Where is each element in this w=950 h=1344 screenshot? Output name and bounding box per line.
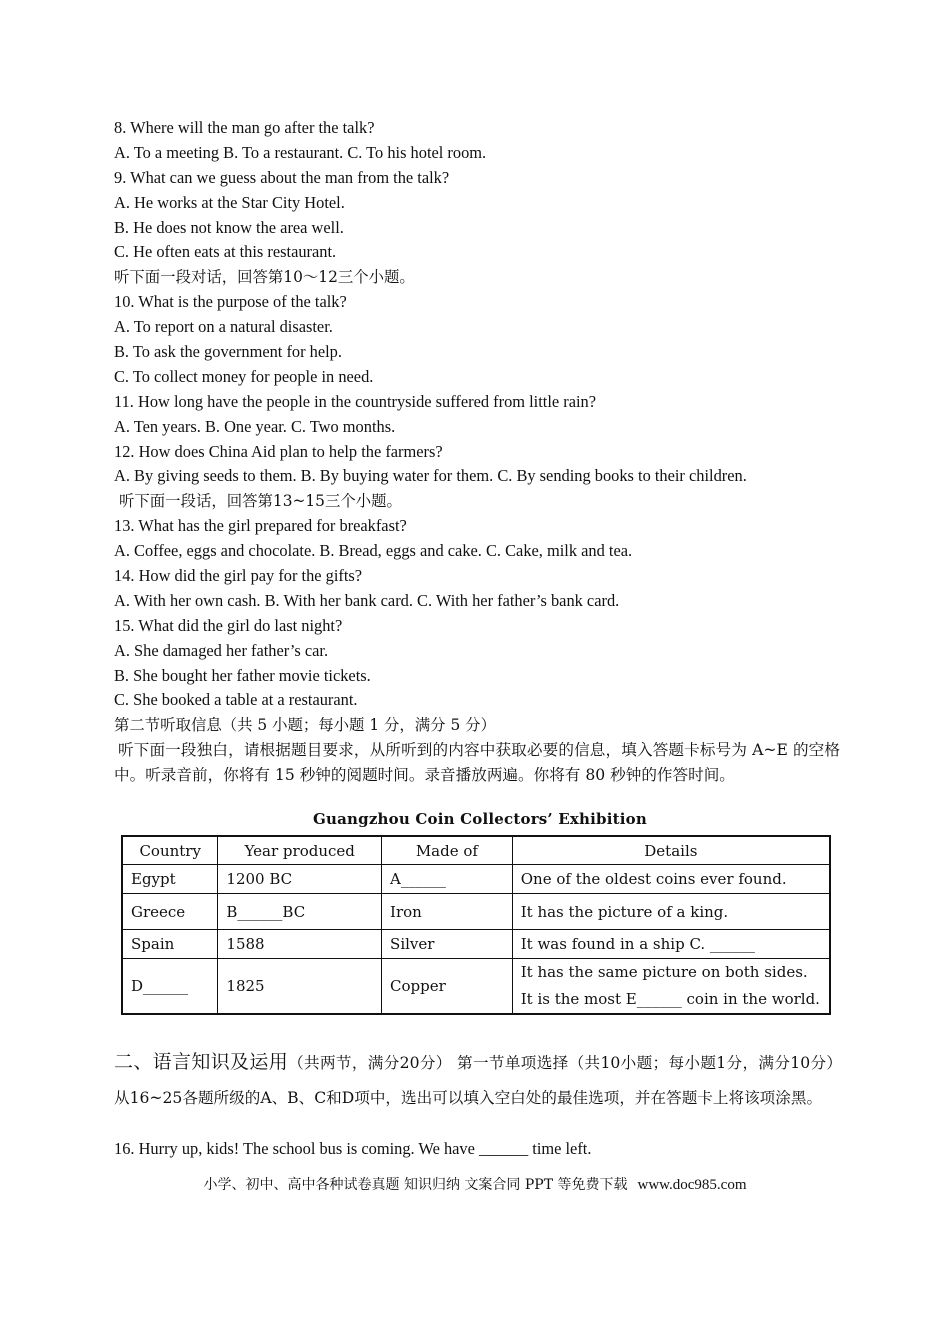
text-line: 听下面一段对话，回答第10～12三个小题。: [114, 268, 415, 287]
cell-material: Iron: [382, 894, 513, 930]
question-16: 16. Hurry up, kids! The school bus is coming. We have ______ time left.: [114, 1139, 592, 1158]
text-line: B. She bought her father movie tickets.: [114, 665, 371, 685]
cell-year: 1588: [218, 930, 382, 959]
text-line: 12. How does China Aid plan to help the farmers?: [114, 441, 443, 461]
cell-year: 1200 BC: [218, 865, 382, 894]
text-line: A. Ten years. B. One year. C. Two months.: [114, 416, 396, 436]
text-line: 11. How long have the people in the countryside suffered from little rain?: [114, 391, 597, 411]
page-footer: [0, 1174, 950, 1196]
text-line: B. To ask the government for help.: [114, 342, 342, 362]
cell-details: It was found in a ship C. ______: [512, 930, 830, 959]
question-lines: [114, 116, 839, 738]
text-line: A. To report on a natural disaster.: [114, 317, 333, 337]
header-country: Country: [122, 836, 218, 865]
section-two: [114, 1045, 842, 1116]
cell-country: Spain: [122, 930, 218, 959]
cell-country: Egypt: [122, 865, 218, 894]
table-row: [122, 959, 830, 1015]
instruction-text: 听下面一段独白，请根据题目要求，从所听到的内容中获取必要的信息，填入答题卡标号为 A~E 的空格中。听录音前，你将有 15 秒钟的阅题时间。录音播放两遍。你将有 80 秒钟的作答时间。: [114, 741, 840, 784]
cell-year: 1825: [218, 959, 382, 1015]
table-row: [122, 865, 830, 894]
cell-details: It has the same picture on both sides. It is the most E______ coin in the world.: [512, 959, 830, 1015]
text-line: 9. What can we guess about the man from the talk?: [114, 167, 450, 187]
text-line: A. With her own cash. B. With her bank card. C. With her father’s bank card.: [114, 590, 620, 610]
cell-material: Copper: [382, 959, 513, 1015]
cell-country: Greece: [122, 894, 218, 930]
text-line: A. Coffee, eggs and chocolate. B. Bread, eggs and cake. C. Cake, milk and tea.: [114, 541, 633, 561]
text-line: C. He often eats at this restaurant.: [114, 242, 337, 262]
text-line: 10. What is the purpose of the talk?: [114, 292, 347, 312]
text-line: 15. What did the girl do last night?: [114, 615, 343, 635]
cell-details: One of the oldest coins ever found.: [512, 865, 830, 894]
header-details: Details: [512, 836, 830, 865]
table-row: [122, 930, 830, 959]
table-row: [122, 894, 830, 930]
text-line: A. He works at the Star City Hotel.: [114, 192, 345, 212]
coin-exhibition-table: [121, 835, 831, 1015]
text-line: A. By giving seeds to them. B. By buying water for them. C. By sending books to their children.: [114, 466, 747, 486]
text-line: B. He does not know the area well.: [114, 217, 344, 237]
cell-material: A______: [382, 865, 513, 894]
table-header-row: [122, 836, 830, 865]
text-line: 14. How did the girl pay for the gifts?: [114, 566, 363, 586]
section-instruction: [114, 738, 840, 788]
cell-year: B______BC: [218, 894, 382, 930]
section-two-note: （共两节，满分20分） 第一节单项选择（共10小题；每小题1分，满分10分） 从16~25各题所级的A、B、C和D项中，选出可以填入空白处的最佳选项，并在答题卡上将该项涂黑。: [114, 1054, 842, 1107]
text-line: 8. Where will the man go after the talk?: [114, 118, 375, 137]
text-line: 听下面一段话，回答第13~15三个小题。: [119, 492, 402, 511]
footer-text: 小学、初中、高中各种试卷真题 知识归纳 文案合同 PPT 等免费下载: [203, 1177, 628, 1193]
cell-country: D______: [122, 959, 218, 1015]
text-line: 第二节听取信息（共 5 小题；每小题 1 分，满分 5 分）: [114, 716, 496, 735]
table-title: Guangzhou Coin Collectors’ Exhibition: [312, 810, 647, 828]
text-line: A. She damaged her father’s car.: [114, 640, 329, 660]
header-year: Year produced: [218, 836, 382, 865]
footer-site: www.doc985.com: [637, 1177, 747, 1193]
text-line: C. To collect money for people in need.: [114, 366, 374, 386]
text-line: A. To a meeting B. To a restaurant. C. To his hotel room.: [114, 142, 487, 162]
cell-material: Silver: [382, 930, 513, 959]
section-two-heading: 二、语言知识及运用: [114, 1051, 289, 1073]
cell-details: It has the picture of a king.: [512, 894, 830, 930]
header-made-of: Made of: [382, 836, 513, 865]
text-line: C. She booked a table at a restaurant.: [114, 690, 358, 710]
text-line: 13. What has the girl prepared for breakfast?: [114, 516, 407, 536]
